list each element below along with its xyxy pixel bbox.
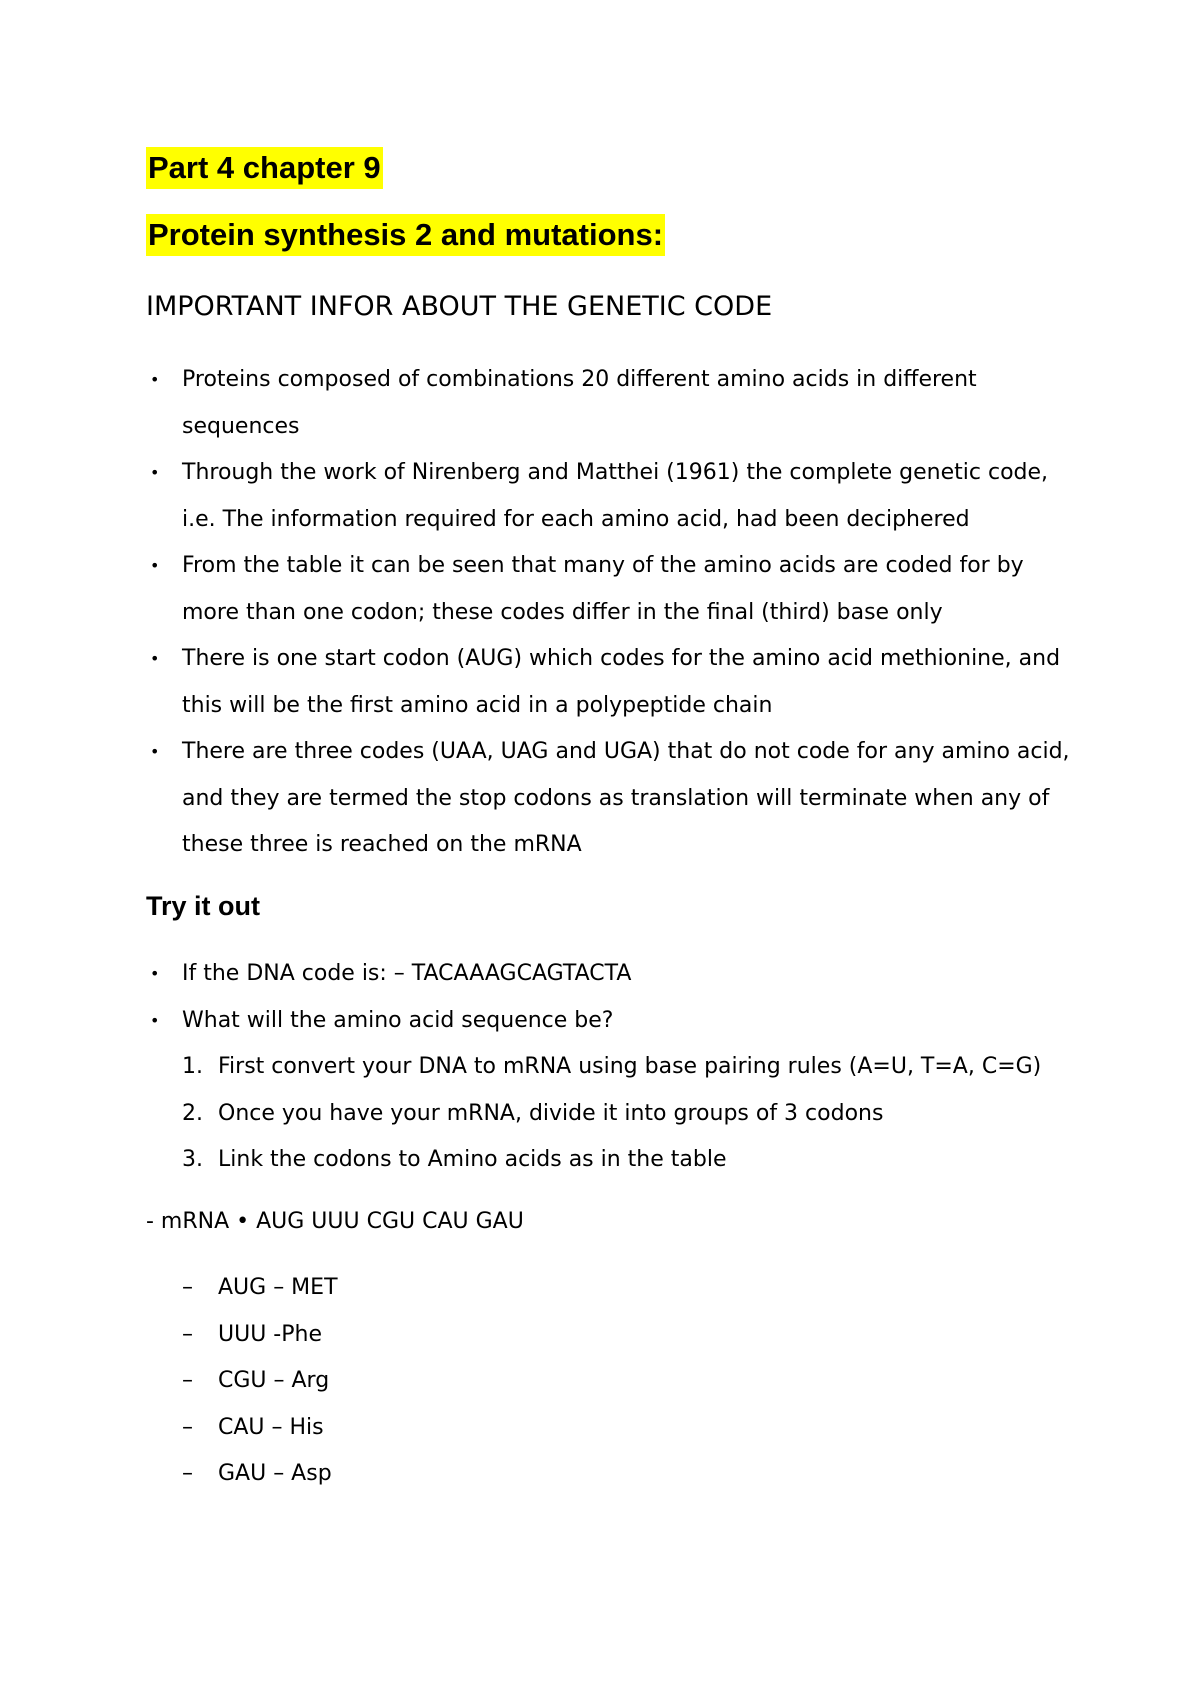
list-item <box>182 1312 338 1359</box>
bullet-icon: • <box>150 964 160 983</box>
codon-text: UUU -Phe <box>218 1321 322 1347</box>
bullet-icon: • <box>150 1010 160 1030</box>
list-item <box>146 951 1086 998</box>
list-item <box>182 1265 338 1312</box>
list-item <box>182 1358 338 1405</box>
step-item <box>182 1091 1122 1138</box>
list-item-text: What will the amino acid sequence be? <box>182 1007 614 1033</box>
bullet-icon: • <box>150 463 160 482</box>
bullet-icon: • <box>150 556 160 575</box>
section-heading: IMPORTANT INFOR ABOUT THE GENETIC CODE <box>146 291 773 322</box>
list-item <box>146 729 1086 869</box>
list-item <box>146 450 1086 543</box>
step-item <box>182 1044 1122 1091</box>
chapter-title: Part 4 chapter 9 <box>146 147 383 189</box>
dash-icon: – <box>182 1275 193 1300</box>
mrna-sequence: - mRNA • AUG UUU CGU CAU GAU <box>146 1209 524 1234</box>
list-item <box>182 1451 338 1498</box>
list-item-text: Through the work of Nirenberg and Matthei (1961) the complete genetic code, i.e. The information required for each amino acid, had been deciphered <box>182 460 1049 532</box>
chapter-subtitle: Protein synthesis 2 and mutations: <box>146 214 665 256</box>
list-item-text: If the DNA code is: – TACAAAGCAGTACTA <box>182 961 632 986</box>
step-text: First convert your DNA to mRNA using base pairing rules (A=U, T=A, C=G) <box>218 1054 1042 1079</box>
step-number: 3. <box>182 1147 203 1172</box>
bullet-icon: • <box>150 742 160 761</box>
step-text: Once you have your mRNA, divide it into groups of 3 codons <box>218 1100 884 1126</box>
step-number: 2. <box>182 1100 203 1126</box>
step-text: Link the codons to Amino acids as in the table <box>218 1147 727 1172</box>
codon-list <box>182 1265 338 1498</box>
list-item <box>146 357 1086 450</box>
list-item-text: There are three codes (UAA, UAG and UGA) that do not code for any amino acid, and they are termed the stop codons as translation will terminate when any of these three is reached on the mRNA <box>182 739 1070 857</box>
exercise-bullet-list <box>146 951 1086 1044</box>
list-item <box>182 1405 338 1452</box>
dash-icon: – <box>182 1368 193 1393</box>
step-number: 1. <box>182 1054 203 1079</box>
steps-list <box>182 1044 1122 1184</box>
dash-icon: – <box>182 1414 193 1440</box>
dash-icon: – <box>182 1461 193 1486</box>
list-item <box>146 636 1086 729</box>
list-item-text: There is one start codon (AUG) which codes for the amino acid methionine, and this will be the first amino acid in a polypeptide chain <box>182 646 1061 718</box>
bullet-icon: • <box>150 370 160 389</box>
list-item <box>146 543 1086 636</box>
codon-text: AUG – MET <box>218 1275 338 1300</box>
try-it-out-heading: Try it out <box>146 891 260 921</box>
step-item <box>182 1137 1122 1184</box>
dash-icon: – <box>182 1321 193 1347</box>
bullet-icon: • <box>150 649 160 668</box>
codon-text: CGU – Arg <box>218 1368 330 1393</box>
codon-text: CAU – His <box>218 1414 324 1440</box>
list-item-text: Proteins composed of combinations 20 different amino acids in different sequences <box>182 367 977 439</box>
genetic-code-bullet-list <box>146 357 1086 869</box>
list-item <box>146 998 1086 1045</box>
list-item-text: From the table it can be seen that many of the amino acids are coded for by more than one codon; these codes differ in the final (third) base only <box>182 553 1024 625</box>
codon-text: GAU – Asp <box>218 1461 332 1486</box>
